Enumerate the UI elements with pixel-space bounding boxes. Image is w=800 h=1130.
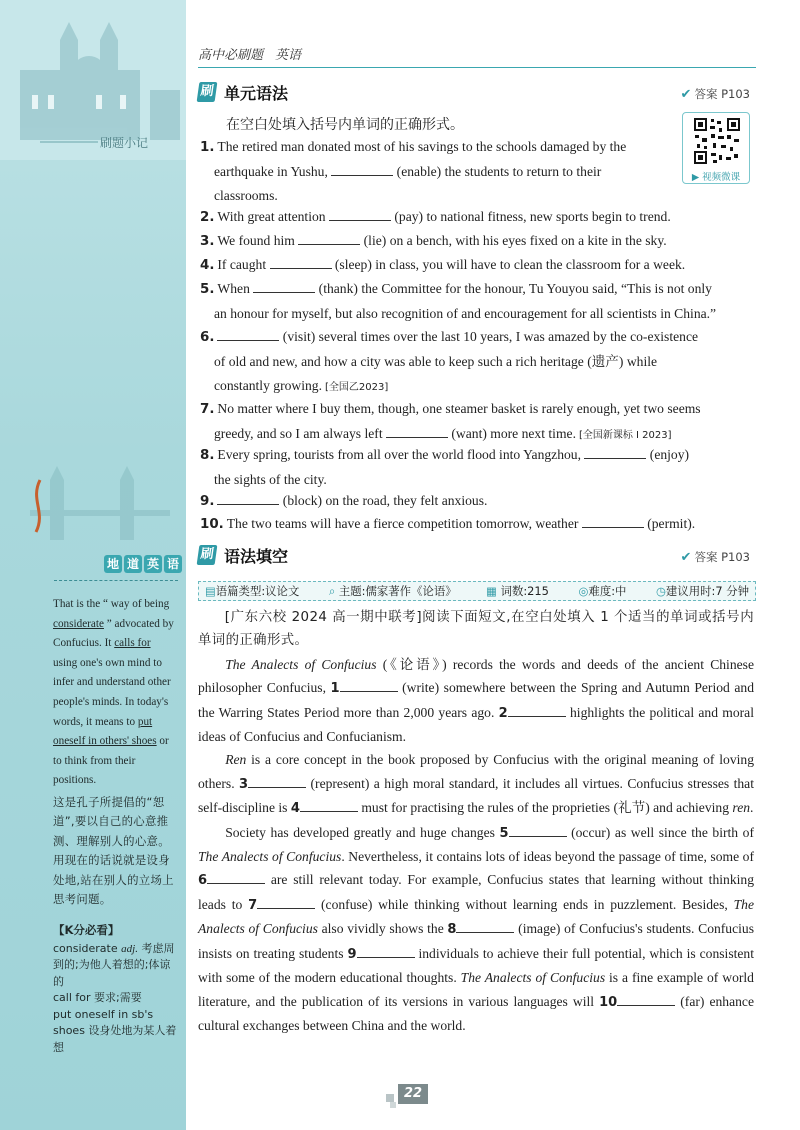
kfen-def: 考虑周到的;为他人着想的;体谅的 [53,941,175,988]
meta-words-text: 词数:215 [500,584,549,598]
term-italic: Ren [225,752,247,768]
didao-char: 语 [164,555,182,573]
grammar-fill-passage [198,606,754,1037]
passage-meta-bar [198,581,756,601]
page-header [198,44,756,68]
passage-text: are still relevant today. For example, Confucius states that learning without thinking leads to [198,872,754,912]
meta-topic-text: 主题:儒家著作《论语》 [338,584,457,598]
book-icon: ▦ [486,584,497,598]
question-number: 6. [200,330,215,345]
answer-blank[interactable] [329,207,391,221]
blank-number: 9 [347,946,357,962]
question-text: (want) more next time. [448,426,576,441]
kfen-item [53,1007,177,1057]
didao-char: 道 [124,555,142,573]
question-text: the sights of the city. [214,472,327,487]
term-italic: ren [732,800,751,816]
passage-text: is a core concept in the book proposed by Confucius with the original meaning of loving others. [198,752,754,791]
answer-blank-5[interactable] [509,824,567,837]
book-title-italic: The Analects of Confucius [225,656,377,672]
clock-icon: ◷ [655,584,666,598]
question-text: (visit) several times over the last 10 years, I was amazed by the co-existence [279,329,699,344]
passage-text: (write) somewhere between the Spring and Autumn Period and the Warring States Period more than 2,000 years ago. [198,680,754,720]
meta-type [205,583,299,599]
answer-blank[interactable] [217,327,279,341]
question-text: (permit). [643,516,696,531]
question-5 [200,277,755,326]
kfen-word: considerate [53,941,118,955]
kfen-title: 【K分必看】 [53,923,120,938]
passage-text: . Nevertheless, it contains lots of ideas beyond the passage of time, some of [341,849,755,865]
didao-english-title [104,555,182,573]
qr-code-icon [693,117,741,165]
passage-text: Society has developed greatly and huge changes [225,824,500,840]
section-unit-grammar-header [198,80,756,104]
question-number: 10. [200,517,224,532]
meta-type-text: 语篇类型:议论文 [215,584,300,598]
kfen-word: call for [53,991,91,1005]
search-icon: ⌕ [328,584,336,598]
question-text: Every spring, tourists from all over the world flood into Yangzhou, [217,447,585,462]
video-lesson-label: ▶ 视频微课 [691,172,741,183]
sidebar-caption: 刷题小记 [100,136,149,150]
blank-number: 1 [330,681,340,697]
meta-time [656,583,749,599]
question-number: 3. [200,234,215,249]
question-number: 4. [200,258,215,273]
question-text: greedy, and so I am always left [214,426,386,441]
kfen-def: 要求;需要 [94,991,142,1005]
check-icon: ✔ [680,549,692,565]
question-text: (block) on the road, they felt anxious. [279,493,488,508]
answer-blank[interactable] [331,162,393,176]
answer-reference[interactable] [681,549,750,565]
question-text: (enable) the students to return to their [393,164,602,179]
answer-blank-6[interactable] [207,871,265,884]
passage-text: is a fine example of world literature, and the publication of its versions in various languages will [198,970,754,1009]
book-title-italic: The Analects of Confucius [460,970,606,986]
book-title: 高中必刷题 [198,48,264,63]
question-text: (lie) on a bench, with his eyes fixed on a kite in the sky. [360,233,667,248]
question-3 [200,229,755,254]
section-title: 语法填空 [224,546,289,566]
didao-char: 地 [104,555,122,573]
brush-icon: 刷 [197,82,218,102]
question-text: (thank) the Committee for the honour, Tu Youyou said, “This is not only [315,281,712,296]
question-7 [200,397,755,448]
passage-paragraph-1 [198,653,754,749]
qr-code-box[interactable] [682,112,750,184]
passage-instruction: [广东六校 2024 高一期中联考]阅读下面短文,在空白处填入 1 个适当的单词或括号内单词的正确形式。 [198,610,754,649]
kfen-item [53,990,177,1007]
blank-number: 4 [290,801,300,817]
question-text: earthquake in Yushu, [214,164,332,179]
gauge-icon: ◎ [578,584,589,598]
question-text: If caught [217,257,270,272]
question-number: 8. [200,448,215,463]
section-grammar-fill-header [198,543,756,567]
question-1 [200,135,678,208]
answer-blank[interactable] [584,445,646,459]
answer-page-label: 答案 P103 [694,87,750,101]
question-10 [200,512,755,537]
answer-blank[interactable] [582,514,644,528]
question-text: constantly growing. [214,378,322,393]
passage-text: highlights the political and moral ideas of Confucius and Confucianism. [198,704,754,745]
question-number: 9. [200,494,215,509]
question-text: of old and new, and how a city was able to keep such a rich heritage (遗产) while [214,354,658,369]
question-4 [200,253,755,278]
didao-intro [53,595,177,791]
answer-blank[interactable] [270,255,332,269]
passage-text: also vividly shows the [317,921,448,937]
qr-label-text: 视频微课 [702,172,741,183]
question-text: classrooms. [214,188,278,203]
passage-text: (image) of Confucius's students. Confucius insists on treating students [198,921,755,961]
answer-blank[interactable] [253,279,315,293]
source-tag: [全国乙2023] [324,382,389,393]
kfen-pos: adj. [121,942,138,955]
book-title-italic: The Analects of Confucius [198,849,342,865]
intro-text: ” advocated by Confucius. It [53,617,174,650]
answer-blank[interactable] [217,491,279,505]
intro-keyword: considerate [53,617,104,630]
intro-text: or to think from their positions. [53,735,169,787]
brush-icon: 刷 [197,545,218,565]
question-text: With great attention [217,209,329,224]
question-number: 5. [200,282,215,297]
question-number: 1. [200,140,215,155]
blank-number: 5 [499,825,509,841]
question-text: (sleep) in class, you will have to clean the classroom for a week. [331,257,686,272]
answer-reference[interactable] [681,86,750,102]
answer-blank[interactable] [298,231,360,245]
book-title-italic: The Analects of Confucius [198,896,754,937]
answer-blank-2[interactable] [508,704,566,717]
question-text: No matter where I buy them, though, one steamer basket is rarely enough, yet two seems [217,401,701,416]
question-text: (enjoy) [646,447,690,462]
answer-blank-8[interactable] [456,920,514,933]
passage-text: (confuse) while thinking without learning ends in puzzlement. Besides, [315,896,734,912]
meta-difficulty-text: 难度:中 [588,584,627,598]
blank-number: 3 [239,776,249,792]
passage-text: individuals to achieve their full potential, which is consistent with some of the modern educational thoughts. [198,945,754,986]
passage-text: (《论语》) records the words and deeds of the ancient Chinese philosopher Confucius, [198,656,754,696]
intro-keyword: calls for [114,637,151,650]
passage-text: must for practising the rules of the proprieties (礼节) and achieving [357,800,733,816]
meta-topic [329,583,457,599]
question-text: The two teams will have a fierce competition tomorrow, weather [226,516,582,531]
blank-number: 8 [447,922,457,938]
page-number: 22 [398,1084,428,1104]
question-text: When [217,281,254,296]
answer-blank[interactable] [386,424,448,438]
section-title: 单元语法 [224,83,289,103]
didao-chinese-translation: 这是孔子所提倡的“恕道”,要以自己的心意推测、理解别人的心意。用现在的话说就是设身处地,站在别人的立场上思考问题。 [53,794,174,906]
meta-time-text: 建议用时:7 分钟 [665,584,749,598]
instruction-text: 在空白处填入括号内单词的正确形式。 [226,117,464,133]
intro-text: using one's own mind to infer and understand other people's minds. In today's words, it means to [53,656,171,728]
check-icon: ✔ [680,86,692,102]
divider [54,580,178,581]
question-8 [200,443,755,492]
didao-english-content [53,595,177,1056]
kfen-word: put oneself in sb's shoes [53,1007,154,1038]
answer-blank-4[interactable] [300,799,358,812]
meta-words [486,583,549,599]
answer-page-label: 答案 P103 [694,550,750,564]
bridge-illustration [0,440,186,550]
passage-text: (represent) a high moral standard, it includes all virtues. Confucius stresses that self-discipline is [198,775,754,816]
didao-char: 英 [144,555,162,573]
question-6 [200,325,755,400]
question-text: an honour for myself, but also recognition of and encouragement for all scientists in China.” [214,306,717,321]
answer-blank-3[interactable] [248,775,306,788]
kfen-item [53,941,177,991]
question-number: 2. [200,210,215,225]
blank-number: 7 [248,897,258,913]
question-2 [200,205,755,230]
subject-title: 英语 [275,48,302,63]
blank-number: 10 [599,994,618,1010]
blank-number: 6 [198,873,208,889]
passage-text: . [750,800,754,816]
passage-paragraph-2 [198,748,754,820]
answer-blank-10[interactable] [617,993,675,1006]
document-icon: ▤ [205,584,216,598]
source-tag: [全国新课标 I 2023] [578,430,672,441]
intro-text: That is the “ way of being [53,598,170,610]
question-text: We found him [217,233,299,248]
passage-paragraph-3 [198,821,754,1038]
question-text: The retired man donated most of his savings to the schools damaged by the [217,139,627,154]
passage-text: (occur) as well since the birth of [566,824,754,840]
page-number-badge [386,1080,430,1110]
meta-difficulty [578,583,626,599]
question-text: (pay) to national fitness, new sports begin to trend. [390,209,671,224]
cathedral-illustration [0,0,186,160]
intro-keyword: put oneself in others' shoes [53,715,157,748]
sidebar [0,0,186,1130]
blank-number: 2 [498,705,508,721]
answer-blank-7[interactable] [257,896,315,909]
question-number: 7. [200,402,215,417]
kfen-def: 设身处地为某人着想 [53,1024,177,1054]
answer-blank-1[interactable] [340,679,398,692]
answer-blank-9[interactable] [357,945,415,958]
question-9 [200,489,755,514]
passage-text: (far) enhance cultural exchanges between China and the world. [198,993,754,1033]
